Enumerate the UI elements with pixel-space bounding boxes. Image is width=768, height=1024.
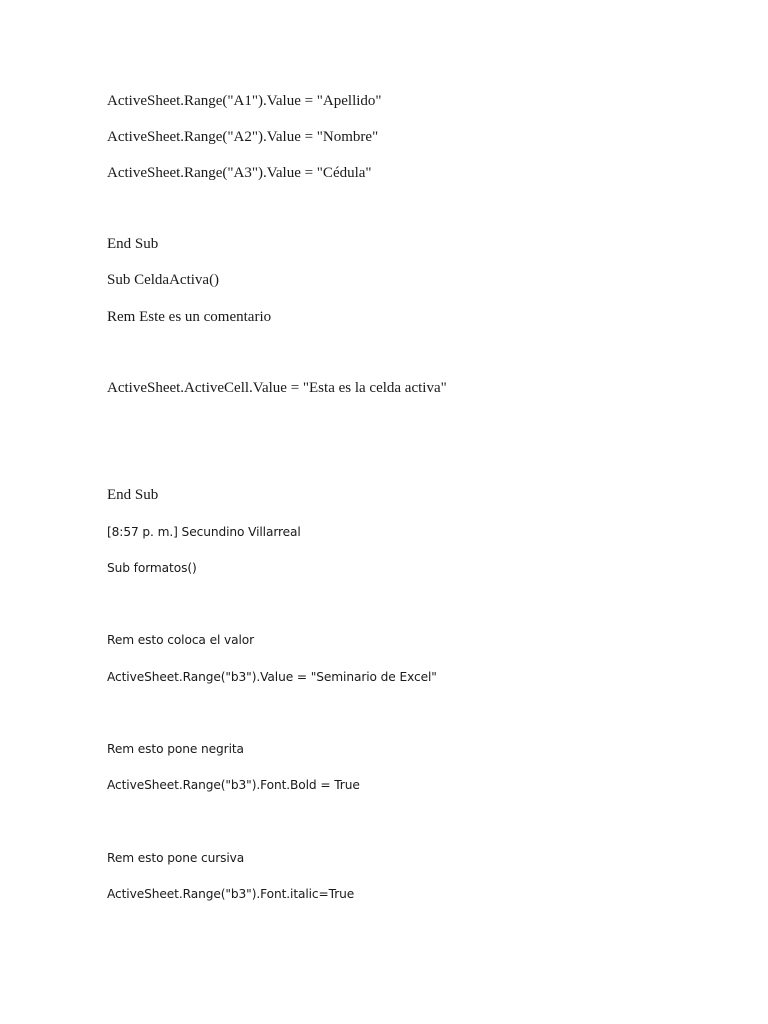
- chat-timestamp-author: [8:57 p. m.] Secundino Villarreal: [107, 525, 301, 539]
- code-line-sub-formatos: Sub formatos(): [107, 561, 197, 575]
- code-line-end-sub-2: End Sub: [107, 487, 159, 503]
- code-line-range-b3-bold: ActiveSheet.Range("b3").Font.Bold = True: [107, 778, 360, 792]
- code-line-range-a1: ActiveSheet.Range("A1").Value = "Apellido": [107, 93, 382, 109]
- code-line-rem-valor: Rem esto coloca el valor: [107, 633, 255, 647]
- code-line-rem-comment: Rem Este es un comentario: [107, 309, 272, 325]
- code-line-range-a2: ActiveSheet.Range("A2").Value = "Nombre": [107, 129, 379, 145]
- code-line-rem-negrita: Rem esto pone negrita: [107, 742, 244, 756]
- code-line-range-b3-value: ActiveSheet.Range("b3").Value = "Seminario de Excel": [107, 670, 437, 684]
- code-line-activecell-value: ActiveSheet.ActiveCell.Value = "Esta es la celda activa": [107, 380, 447, 396]
- code-line-range-a3: ActiveSheet.Range("A3").Value = "Cédula": [107, 165, 372, 181]
- code-line-sub-celdaactiva: Sub CeldaActiva(): [107, 272, 220, 288]
- code-line-rem-cursiva: Rem esto pone cursiva: [107, 851, 245, 865]
- code-line-end-sub: End Sub: [107, 236, 159, 252]
- code-line-range-b3-italic: ActiveSheet.Range("b3").Font.italic=True: [107, 887, 355, 901]
